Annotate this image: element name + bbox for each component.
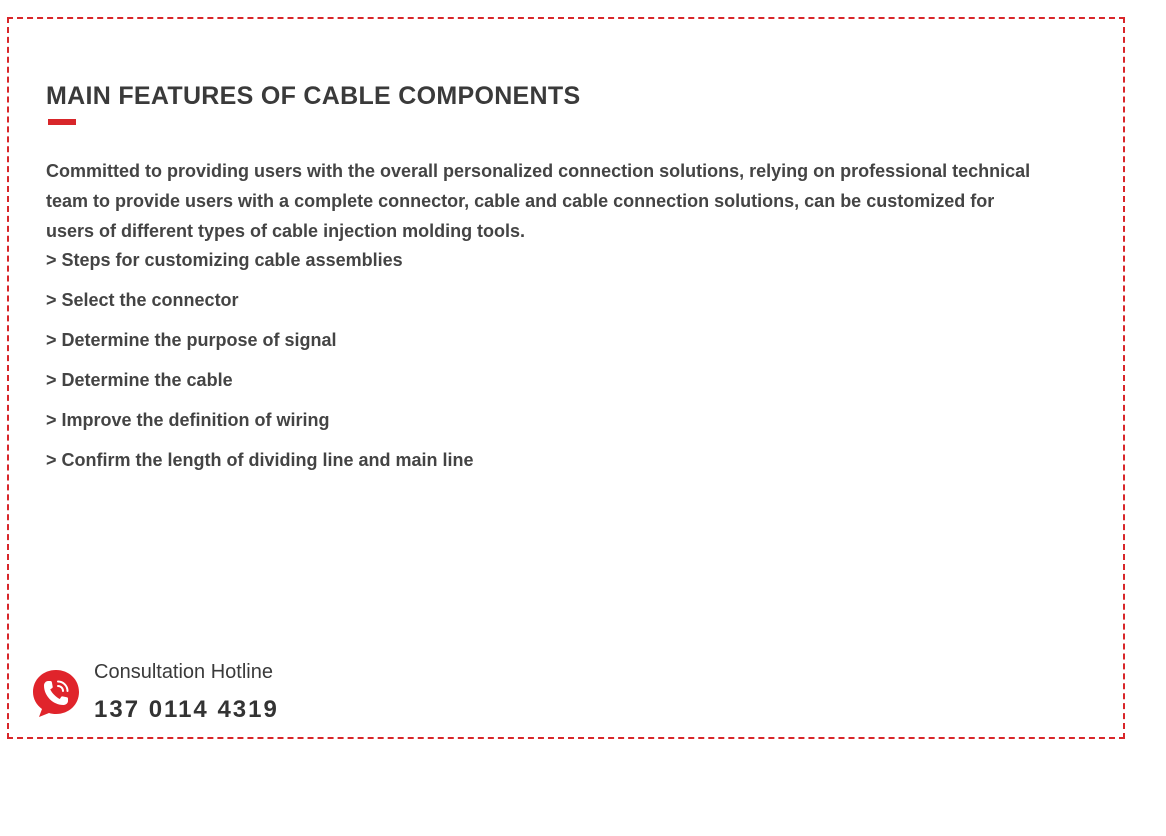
list-item: > Select the connector <box>46 290 239 310</box>
hotline-label: Consultation Hotline <box>94 661 273 683</box>
title-accent-bar <box>48 119 76 125</box>
list-item: > Confirm the length of dividing line and main line <box>46 450 474 470</box>
list-item: > Steps for customizing cable assemblies <box>46 250 403 270</box>
list-item: > Improve the definition of wiring <box>46 410 330 430</box>
list-item: > Determine the cable <box>46 370 233 390</box>
section-title: MAIN FEATURES OF CABLE COMPONENTS <box>46 82 581 110</box>
hotline-number[interactable]: 137 0114 4319 <box>94 696 279 723</box>
intro-paragraph: Committed to providing users with the overall personalized connection solutions, relying on professional technical team to provide users with a complete connector, cable and cable connection solutions, can be customized for users of different types of cable injection molding tools. <box>46 161 1031 241</box>
list-item: > Determine the purpose of signal <box>46 330 337 350</box>
steps-list <box>46 246 474 486</box>
phone-icon <box>31 668 81 718</box>
